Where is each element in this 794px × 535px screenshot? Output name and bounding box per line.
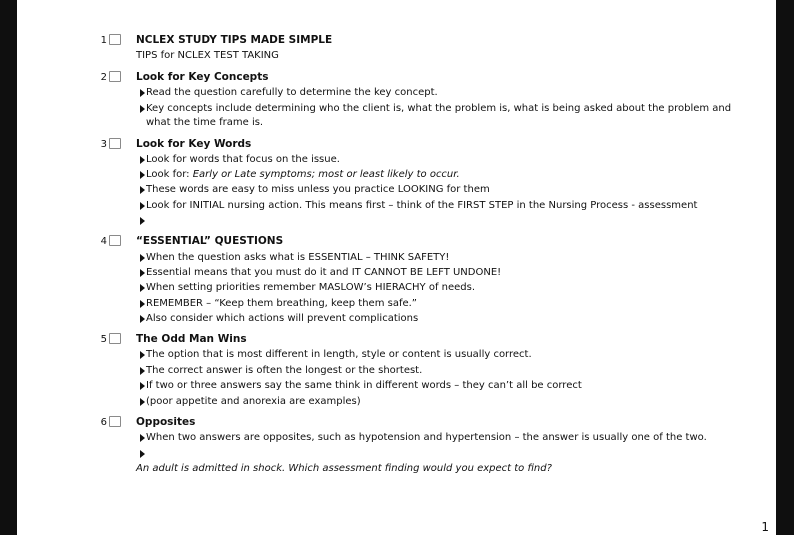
- bullet-text: Essential means that you must do it and IT CANNOT BE LEFT UNDONE!: [146, 267, 502, 278]
- slide-title: The Odd Man Wins: [136, 333, 247, 345]
- slide-checkbox[interactable]: [109, 333, 121, 344]
- bullet-text: (poor appetite and anorexia are examples): [146, 396, 361, 407]
- slide-number: 5: [100, 334, 107, 345]
- bullet-icon: [140, 434, 145, 442]
- slide-number: 6: [100, 417, 107, 428]
- bullet-text: The option that is most different in length, style or content is usually correct.: [146, 349, 532, 360]
- bullet-icon: [140, 315, 145, 323]
- bullet-icon: [140, 351, 145, 359]
- slide-checkbox[interactable]: [109, 71, 121, 82]
- slide-number: 2: [100, 72, 107, 83]
- bullet-text: Look for words that focus on the issue.: [146, 154, 340, 165]
- bullet-icon: [140, 186, 145, 194]
- bullet-icon: [140, 269, 145, 277]
- slide-title: Look for Key Concepts: [136, 71, 269, 83]
- bullet-icon: [140, 254, 145, 262]
- bullet-icon: [140, 284, 145, 292]
- bullet-icon: [140, 156, 145, 164]
- bullet-text-continued: what the time frame is.: [146, 117, 264, 128]
- document-page: [17, 0, 776, 535]
- bullet-text: When two answers are opposites, such as hypotension and hypertension – the answer is usually one of the two.: [146, 432, 707, 443]
- bullet-text: [146, 168, 460, 182]
- bullet-icon: [140, 382, 145, 390]
- slide-title: “ESSENTIAL” QUESTIONS: [136, 235, 284, 247]
- slide-checkbox[interactable]: [109, 34, 121, 45]
- bullet-icon: [140, 398, 145, 406]
- slide-number: 3: [100, 139, 107, 150]
- bullet-icon-empty: [140, 450, 145, 458]
- bullet-text: If two or three answers say the same think in different words – they can’t all be correct: [146, 380, 582, 391]
- bullet-icon: [140, 300, 145, 308]
- bullet-text: These words are easy to miss unless you practice LOOKING for them: [146, 184, 490, 195]
- bullet-icon: [140, 171, 145, 179]
- slide-title: Opposites: [136, 416, 196, 428]
- slide-number: 4: [100, 236, 107, 247]
- question-note: An adult is admitted in shock. Which assessment finding would you expect to find?: [136, 463, 552, 474]
- bullet-text: Also consider which actions will prevent complications: [146, 313, 419, 324]
- slide-checkbox[interactable]: [109, 416, 121, 427]
- bullet-icon: [140, 367, 145, 375]
- slide-checkbox[interactable]: [109, 138, 121, 149]
- bullet-text: When the question asks what is ESSENTIAL – THINK SAFETY!: [146, 252, 450, 263]
- slide-subtitle: TIPS for NCLEX TEST TAKING: [136, 50, 279, 61]
- page-number: 1: [761, 520, 769, 534]
- bullet-text: Read the question carefully to determine the key concept.: [146, 87, 438, 98]
- bullet-icon-empty: [140, 217, 145, 225]
- bullet-icon: [140, 89, 145, 97]
- bullet-icon: [140, 105, 145, 113]
- bullet-icon: [140, 202, 145, 210]
- bullet-text-italic: Early or Late symptoms; most or least likely to occur.: [192, 169, 460, 180]
- bullet-text-prefix: Look for:: [146, 169, 193, 180]
- bullet-text: Key concepts include determining who the client is, what the problem is, what is being asked about the problem and: [146, 103, 732, 114]
- slide-checkbox[interactable]: [109, 235, 121, 246]
- slide-number: 1: [100, 35, 107, 46]
- bullet-text: The correct answer is often the longest or the shortest.: [146, 365, 423, 376]
- slide-title: NCLEX STUDY TIPS MADE SIMPLE: [136, 34, 333, 46]
- bullet-text: REMEMBER – “Keep them breathing, keep them safe.”: [146, 298, 417, 309]
- bullet-text: When setting priorities remember MASLOW’s HIERACHY of needs.: [146, 282, 476, 293]
- slide-title: Look for Key Words: [136, 138, 252, 150]
- bullet-text: Look for INITIAL nursing action. This means first – think of the FIRST STEP in the Nursing Process - assessment: [146, 200, 698, 211]
